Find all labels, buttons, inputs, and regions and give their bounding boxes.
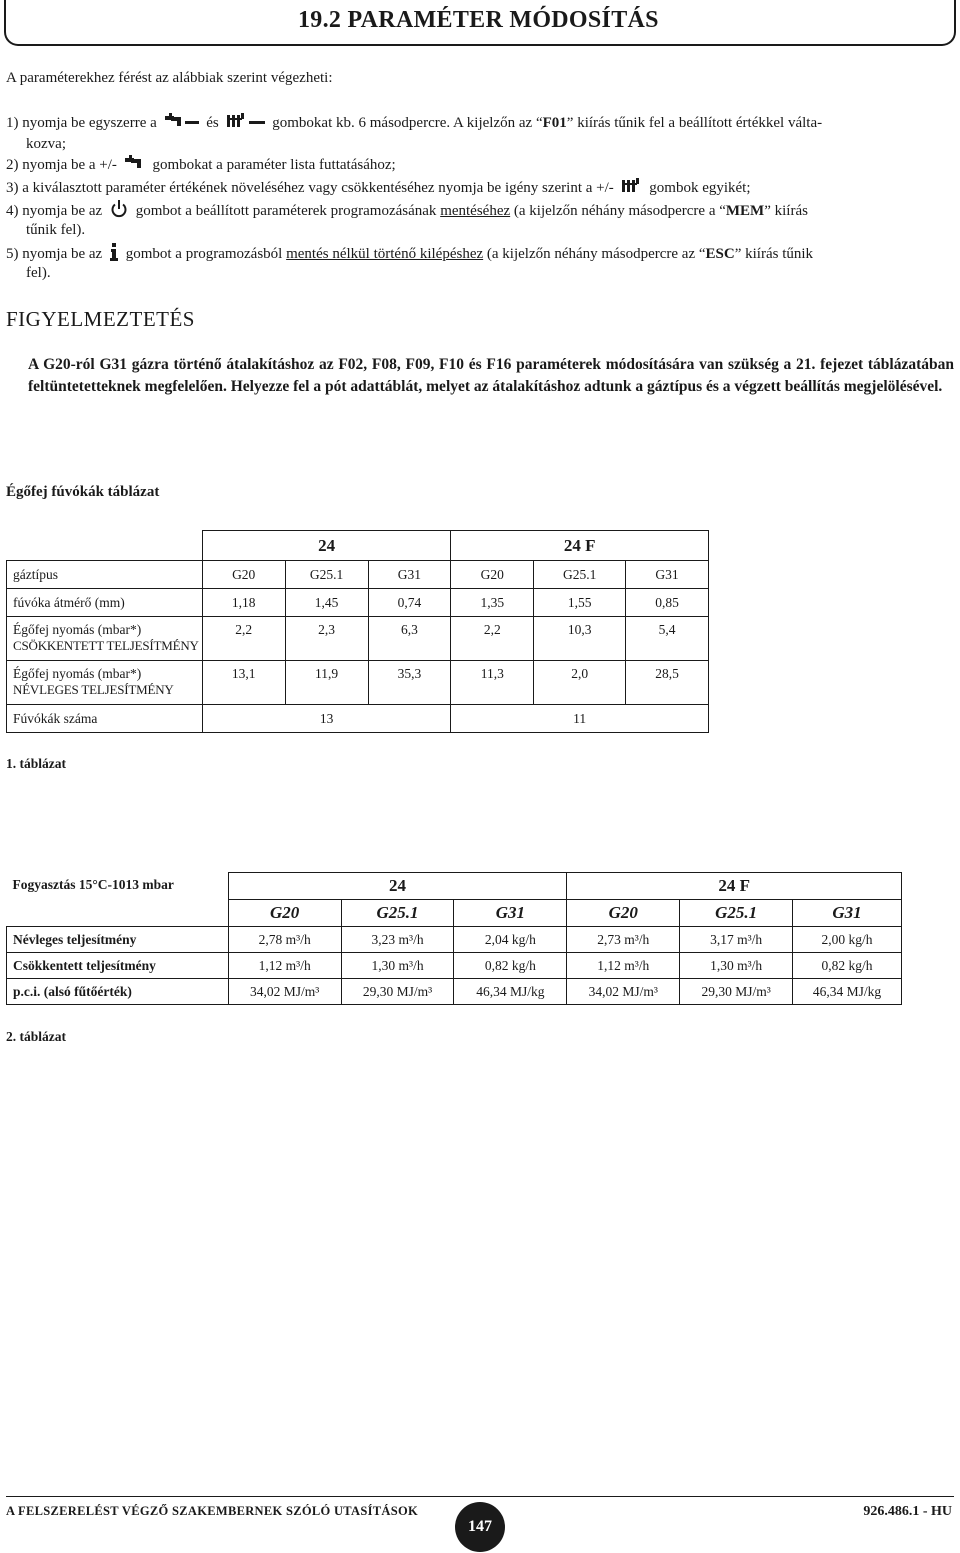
row-label: p.c.i. (alsó fűtőérték) xyxy=(7,979,229,1005)
table-cell: 2,73 m³/h xyxy=(567,927,680,953)
step-4-cont: tűnik fel). xyxy=(26,222,86,238)
table-cell: G20 xyxy=(451,561,534,589)
radiator-icon xyxy=(227,113,265,134)
table-cell: 3,17 m³/h xyxy=(680,927,793,953)
row-label: Csökkentett teljesítmény xyxy=(7,953,229,979)
table-cell: 1,30 m³/h xyxy=(680,953,793,979)
power-icon xyxy=(110,200,128,223)
row-label: gáztípus xyxy=(7,561,203,589)
table-cell: 34,02 MJ/m³ xyxy=(228,979,341,1005)
table2-caption: 2. táblázat xyxy=(6,1029,66,1044)
table1-title: Égőfej fúvókák táblázat xyxy=(6,484,160,500)
table-cell: 29,30 MJ/m³ xyxy=(680,979,793,1005)
table-row xyxy=(7,873,902,900)
table1-caption: 1. táblázat xyxy=(6,756,66,771)
table-cell: 11,3 xyxy=(451,661,534,705)
table-cell: 1,18 xyxy=(202,589,285,617)
table-cell: 0,82 kg/h xyxy=(454,953,567,979)
step-5: 5) nyomja be az gombot a programozásból mentés nélkül történő kilépéshez (a kijelzőn néhány másodpercre az “ESC” kiírás tűnik xyxy=(6,243,813,266)
group-header-24: 24 xyxy=(228,873,567,900)
table-cell: 3,23 m³/h xyxy=(341,927,454,953)
table-cell: 10,3 xyxy=(534,617,626,661)
table-cell: 0,85 xyxy=(626,589,709,617)
radiator-icon xyxy=(622,178,642,199)
page-number: 147 xyxy=(455,1502,505,1552)
table-cell: 11,9 xyxy=(285,661,368,705)
table-cell: 2,0 xyxy=(534,661,626,705)
table-cell: 46,34 MJ/kg xyxy=(793,979,902,1005)
table-row xyxy=(7,661,709,705)
table-cell: 5,4 xyxy=(626,617,709,661)
table-cell: G31 xyxy=(368,561,451,589)
step-1: 1) nyomja be egyszerre a és gombokat kb. 6 másodpercre. A kijelzőn az “F01” kiírás tűnik fel a beállított értékkel válta- xyxy=(6,113,822,134)
table-cell: 11 xyxy=(451,705,709,733)
table-cell: 2,00 kg/h xyxy=(793,927,902,953)
step-3: 3) a kiválasztott paraméter értékének növeléséhez vagy csökkentéséhez nyomja be igény szerint a +/- gombok egyikét; xyxy=(6,178,751,199)
warning-text: A G20-ról G31 gázra történő átalakításhoz az F02, F08, F09, F10 és F16 paraméterek módosítására van szükség a 21. fejezet táblázatában feltüntetetteknek megfelelően. Helyezze fel a pót adattáblát, melyet az átalakításhoz adtunk a gáztípus és a végzett beállítás megjelölésével. xyxy=(28,356,954,395)
footer-divider xyxy=(6,1496,954,1497)
table-row xyxy=(7,531,709,561)
step-2: 2) nyomja be a +/- gombokat a paraméter lista futtatásához; xyxy=(6,155,396,176)
warning-title: FIGYELMEZTETÉS xyxy=(6,307,195,331)
table-cell: 46,34 MJ/kg xyxy=(454,979,567,1005)
table-cell: 13 xyxy=(202,705,451,733)
table-row xyxy=(7,927,902,953)
group-header-24f: 24 F xyxy=(451,531,709,561)
table-row xyxy=(7,589,709,617)
table-cell: 2,2 xyxy=(202,617,285,661)
step-4: 4) nyomja be az gombot a beállított paraméterek programozásának mentéséhez (a kijelzőn néhány másodpercre a “MEM” kiírás xyxy=(6,200,808,223)
table-cell: G20 xyxy=(567,900,680,927)
row-label: Fúvókák száma xyxy=(7,705,203,733)
row-label: fúvóka átmérő (mm) xyxy=(7,589,203,617)
table-cell: 0,82 kg/h xyxy=(793,953,902,979)
step-1-cont: kozva; xyxy=(26,136,66,152)
table-cell: 1,35 xyxy=(451,589,534,617)
table-cell: G31 xyxy=(793,900,902,927)
table-cell: 1,55 xyxy=(534,589,626,617)
step-5-cont: fel). xyxy=(26,265,51,281)
table-cell: 1,45 xyxy=(285,589,368,617)
table-cell: 1,12 m³/h xyxy=(567,953,680,979)
table-row xyxy=(7,705,709,733)
table-row xyxy=(7,617,709,661)
group-header-24f: 24 F xyxy=(567,873,902,900)
table-cell: 28,5 xyxy=(626,661,709,705)
document-code: 926.486.1 - HU xyxy=(863,1504,952,1519)
table-cell-empty xyxy=(7,531,203,561)
table-cell: 2,3 xyxy=(285,617,368,661)
table-cell: 1,30 m³/h xyxy=(341,953,454,979)
table-cell: G20 xyxy=(202,561,285,589)
table-row xyxy=(7,953,902,979)
table-cell: 29,30 MJ/m³ xyxy=(341,979,454,1005)
table-cell: 13,1 xyxy=(202,661,285,705)
table-cell: G31 xyxy=(626,561,709,589)
row-label: Névleges teljesítmény xyxy=(7,927,229,953)
corner-label: Fogyasztás 15°C-1013 mbar xyxy=(12,877,174,893)
tap-icon xyxy=(125,155,145,176)
row-label: Égőfej nyomás (mbar*) NÉVLEGES TELJESÍTMÉNY xyxy=(7,661,203,705)
row-label: Égőfej nyomás (mbar*) CSÖKKENTETT TELJESÍTMÉNY xyxy=(7,617,203,661)
table-row xyxy=(7,979,902,1005)
table-cell: 35,3 xyxy=(368,661,451,705)
table-cell: 2,78 m³/h xyxy=(228,927,341,953)
table-cell: G31 xyxy=(454,900,567,927)
table-cell: G25.1 xyxy=(680,900,793,927)
table-cell: 2,2 xyxy=(451,617,534,661)
table-cell: G25.1 xyxy=(285,561,368,589)
nozzle-table xyxy=(6,530,709,733)
table-cell: 34,02 MJ/m³ xyxy=(567,979,680,1005)
table-cell: G25.1 xyxy=(341,900,454,927)
table-cell: 6,3 xyxy=(368,617,451,661)
table-cell: 0,74 xyxy=(368,589,451,617)
table-cell: G25.1 xyxy=(534,561,626,589)
table-cell: G20 xyxy=(228,900,341,927)
section-title: 19.2 PARAMÉTER MÓDOSÍTÁS xyxy=(298,7,659,33)
intro-text: A paraméterekhez férést az alábbiak szerint végezheti: xyxy=(6,70,333,86)
table-row xyxy=(7,561,709,589)
info-icon xyxy=(110,243,118,266)
footer-left-text: A FELSZERELÉST VÉGZŐ SZAKEMBERNEK SZÓLÓ UTASÍTÁSOK xyxy=(6,1504,419,1518)
table-cell: 1,12 m³/h xyxy=(228,953,341,979)
table-cell: 2,04 kg/h xyxy=(454,927,567,953)
tap-icon xyxy=(165,113,199,134)
consumption-table xyxy=(6,872,902,1005)
group-header-24: 24 xyxy=(202,531,451,561)
